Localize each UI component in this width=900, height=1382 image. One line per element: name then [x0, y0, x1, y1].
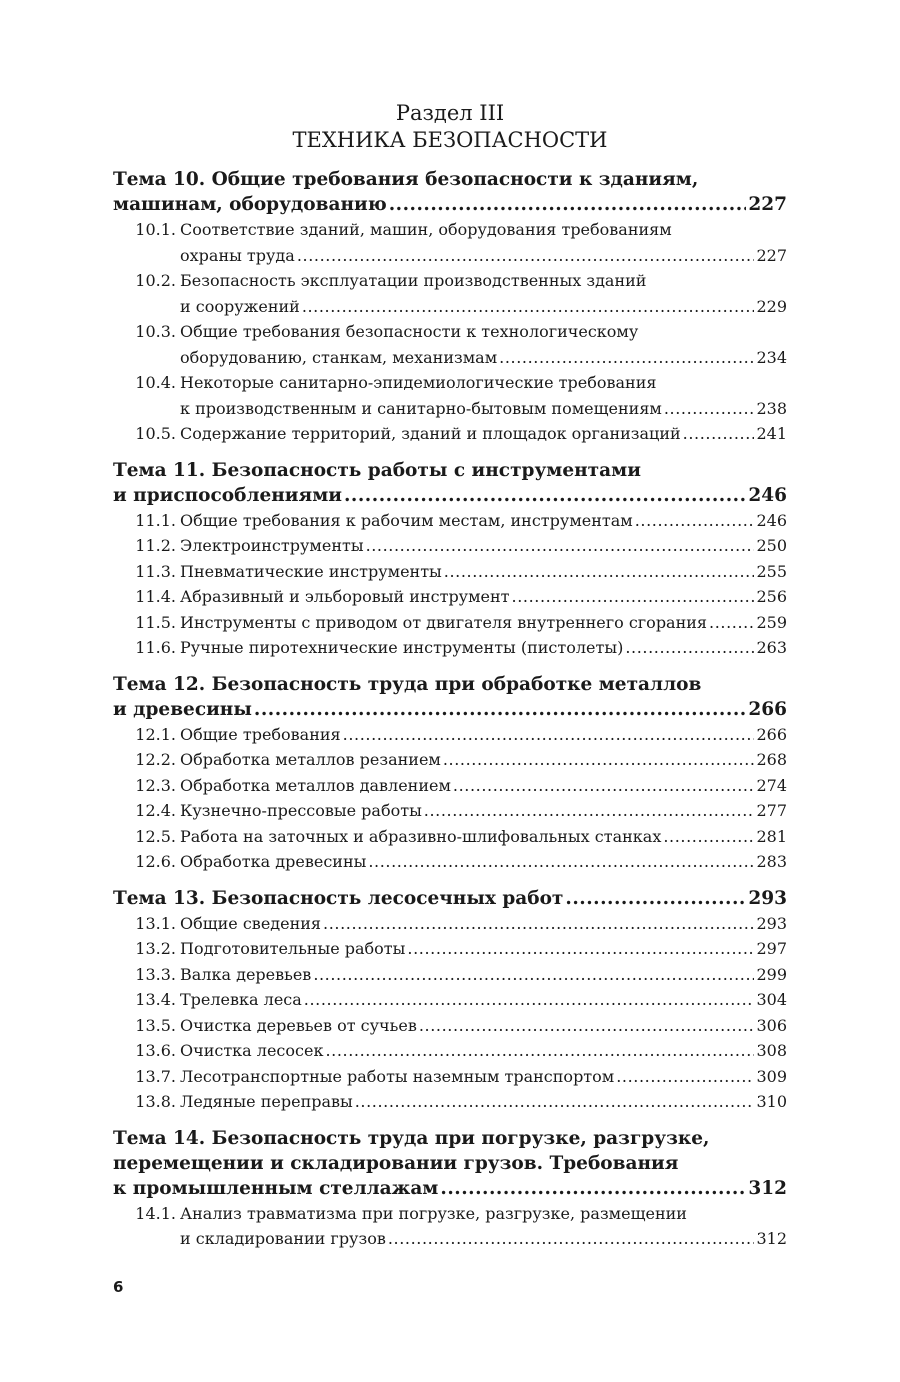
topic-title-line: и древесины: [113, 698, 252, 720]
dot-leader: [323, 911, 754, 937]
entry-number: 13.5.: [135, 1015, 176, 1035]
topic-title: [113, 1126, 787, 1201]
dot-leader: [444, 559, 755, 585]
section-title: ТЕХНИКА БЕЗОПАСНОСТИ: [292, 128, 608, 152]
topic-title-line: перемещении и складировании грузов. Требования: [113, 1152, 679, 1174]
entry-page-number: 299: [756, 964, 787, 984]
entry-number: 10.1.: [135, 220, 176, 239]
entry-page-number: 281: [756, 826, 787, 846]
toc-entry: [113, 533, 787, 559]
toc-entry: [113, 1089, 787, 1115]
dot-leader: [440, 1176, 746, 1201]
entry-title-line: Очистка лесосек: [180, 1041, 324, 1060]
entry-page-number: 312: [756, 1229, 787, 1248]
toc-entry: [113, 987, 787, 1013]
entry-title-line: Соответствие зданий, машин, оборудования требованиям: [180, 220, 672, 239]
dot-leader: [453, 773, 755, 799]
dot-leader: [616, 1064, 754, 1090]
entry-title-line: оборудованию, станкам, механизмам: [180, 347, 498, 367]
dot-leader: [407, 936, 754, 962]
toc-entry: [113, 319, 787, 370]
entry-title-line: и складировании грузов: [180, 1229, 386, 1248]
entry-page-number: 293: [756, 913, 787, 933]
dot-leader: [304, 987, 755, 1013]
toc-entry: [113, 1038, 787, 1064]
entry-number: 13.4.: [135, 990, 176, 1009]
entry-title-line: Валка деревьев: [180, 964, 312, 984]
toc-entry: [113, 635, 787, 661]
dot-leader: [325, 1038, 754, 1064]
entry-page-number: 238: [756, 398, 787, 418]
entry-number: 11.1.: [135, 510, 176, 530]
entry-page-number: 229: [756, 296, 787, 316]
toc-entry: [113, 370, 787, 421]
topic-title-line: к промышленным стеллажам: [113, 1177, 439, 1199]
dot-leader: [625, 635, 754, 661]
entry-page-number: 297: [756, 939, 787, 958]
toc-entry: [113, 911, 787, 937]
entry-number: 12.4.: [135, 801, 176, 820]
toc-entry: [113, 508, 787, 534]
entry-number: 14.1.: [135, 1203, 176, 1223]
topic-title-line: машинам, оборудованию: [113, 194, 387, 215]
toc-entry: [113, 798, 787, 824]
entry-number: 11.3.: [135, 561, 176, 581]
toc-entry: [113, 610, 787, 636]
entry-title-line: Кузнечно-прессовые работы: [180, 801, 422, 820]
dot-leader: [419, 1013, 755, 1039]
entry-number: 12.5.: [135, 826, 176, 846]
dot-leader: [366, 533, 755, 559]
entry-title-line: Абразивный и эльборовый инструмент: [180, 587, 510, 606]
entry-number: 12.2.: [135, 750, 176, 769]
toc-entry: [113, 824, 787, 850]
entry-page-number: 259: [756, 612, 787, 632]
topic-title-line: Тема 12. Безопасность труда при обработке металлов: [113, 673, 702, 695]
entry-page-number: 234: [756, 347, 787, 367]
toc-entry: [113, 773, 787, 799]
entry-page-number: 306: [756, 1015, 787, 1035]
entry-title-line: Обработка древесины: [180, 852, 367, 871]
toc-topic: [113, 886, 787, 1115]
entry-page-number: 309: [756, 1066, 787, 1086]
toc-entry: [113, 962, 787, 988]
entry-title-line: Общие требования: [180, 724, 341, 744]
toc-entry: [113, 421, 787, 447]
entry-title-line: Трелевка леса: [180, 990, 302, 1009]
entry-page-number: 250: [756, 536, 787, 555]
topic-page-number: 266: [748, 698, 787, 720]
dot-leader: [254, 697, 746, 722]
dot-leader: [355, 1089, 755, 1115]
topic-title-line: Тема 10. Общие требования безопасности к зданиям,: [113, 169, 699, 190]
entry-page-number: 274: [756, 775, 787, 795]
dot-leader: [343, 722, 755, 748]
dot-leader: [297, 243, 755, 269]
entry-title-line: Общие требования к рабочим местам, инструментам: [180, 510, 633, 530]
entry-number: 13.7.: [135, 1066, 176, 1086]
dot-leader: [302, 294, 755, 320]
table-of-contents: [113, 100, 787, 1252]
page-number: 6: [113, 1278, 124, 1296]
entry-title-line: Обработка металлов давлением: [180, 775, 451, 795]
entry-title-line: Очистка деревьев от сучьев: [180, 1015, 417, 1035]
entry-number: 11.4.: [135, 587, 176, 606]
entry-title-line: Содержание территорий, зданий и площадок организаций: [180, 424, 681, 443]
toc-entry: [113, 747, 787, 773]
topic-title: [113, 458, 787, 508]
entry-page-number: 241: [756, 424, 787, 443]
toc-entry: [113, 936, 787, 962]
dot-leader: [389, 192, 747, 217]
dot-leader: [512, 584, 755, 610]
entry-page-number: 227: [756, 245, 787, 265]
entry-page-number: 246: [756, 510, 787, 530]
dot-leader: [663, 824, 754, 850]
entry-page-number: 256: [756, 587, 787, 606]
section-label: Раздел III: [395, 101, 505, 125]
entry-number: 10.5.: [135, 424, 176, 443]
toc-entry: [113, 1064, 787, 1090]
entry-page-number: 266: [756, 724, 787, 744]
entry-title-line: Общие сведения: [180, 913, 322, 933]
entry-number: 10.4.: [135, 373, 176, 392]
entry-number: 10.3.: [135, 322, 176, 341]
toc-entry: [113, 849, 787, 875]
toc-entry: [113, 268, 787, 319]
topic-title-line: Тема 11. Безопасность работы с инструментами: [113, 459, 641, 481]
toc-topic: [113, 167, 787, 447]
entry-title-line: Общие требования безопасности к технологическому: [180, 322, 639, 341]
entry-title-line: Лесотранспортные работы наземным транспортом: [180, 1066, 615, 1086]
entry-number: 13.8.: [135, 1092, 176, 1111]
entry-title-line: Обработка металлов резанием: [180, 750, 441, 769]
topics-list: [113, 167, 787, 1252]
entry-title-line: Инструменты с приводом от двигателя внутреннего сгорания: [180, 612, 708, 632]
dot-leader: [388, 1226, 755, 1252]
topic-title-line: Тема 13. Безопасность лесосечных работ: [113, 887, 564, 909]
toc-topic: [113, 672, 787, 875]
entry-title-line: Анализ травматизма при погрузке, разгрузке, размещении: [180, 1203, 687, 1223]
entry-title-line: Некоторые санитарно-эпидемиологические требования: [180, 373, 657, 392]
entry-page-number: 308: [756, 1041, 787, 1060]
toc-entry: [113, 217, 787, 268]
dot-leader: [443, 747, 755, 773]
toc-entry: [113, 722, 787, 748]
entry-number: 12.6.: [135, 852, 176, 871]
entry-number: 10.2.: [135, 271, 176, 290]
dot-leader: [664, 396, 755, 422]
dot-leader: [635, 508, 755, 534]
entry-title-line: Подготовительные работы: [180, 939, 406, 958]
entry-title-line: Пневматические инструменты: [180, 561, 442, 581]
entry-page-number: 268: [756, 750, 787, 769]
entry-title-line: Безопасность эксплуатации производственных зданий: [180, 271, 647, 290]
entry-number: 12.1.: [135, 724, 176, 744]
entry-number: 12.3.: [135, 775, 176, 795]
entry-page-number: 263: [756, 638, 787, 657]
topic-title-line: Тема 14. Безопасность труда при погрузке, разгрузке,: [113, 1127, 710, 1149]
entry-title-line: Ручные пиротехнические инструменты (пистолеты): [180, 638, 624, 657]
entry-page-number: 255: [756, 561, 787, 581]
entry-number: 13.3.: [135, 964, 176, 984]
entry-title-line: охраны труда: [180, 245, 295, 265]
dot-leader: [344, 483, 746, 508]
topic-title: [113, 167, 787, 217]
dot-leader: [683, 421, 755, 447]
entry-page-number: 304: [756, 990, 787, 1009]
entry-title-line: Работа на заточных и абразивно-шлифовальных станках: [180, 826, 662, 846]
entry-number: 11.5.: [135, 612, 176, 632]
dot-leader: [709, 610, 754, 636]
topic-page-number: 227: [748, 194, 787, 215]
toc-entry: [113, 584, 787, 610]
entry-number: 11.6.: [135, 638, 176, 657]
topic-title-line: и приспособлениями: [113, 484, 342, 506]
dot-leader: [424, 798, 755, 824]
entry-title-line: к производственным и санитарно-бытовым помещениям: [180, 398, 662, 418]
toc-topic: [113, 458, 787, 661]
entry-title-line: Ледяные переправы: [180, 1092, 353, 1111]
entry-title-line: и сооружений: [180, 296, 300, 316]
entry-number: 13.2.: [135, 939, 176, 958]
toc-topic: [113, 1126, 787, 1252]
toc-entry: [113, 559, 787, 585]
entry-page-number: 310: [756, 1092, 787, 1111]
dot-leader: [368, 849, 754, 875]
entry-page-number: 277: [756, 801, 787, 820]
toc-entry: [113, 1013, 787, 1039]
entry-number: 11.2.: [135, 536, 176, 555]
topic-page-number: 246: [748, 484, 787, 506]
entry-number: 13.1.: [135, 913, 176, 933]
topic-title: [113, 672, 787, 722]
dot-leader: [565, 886, 746, 911]
entry-page-number: 283: [756, 852, 787, 871]
topic-page-number: 293: [748, 887, 787, 909]
dot-leader: [313, 962, 754, 988]
topic-title: [113, 886, 787, 911]
dot-leader: [499, 345, 754, 371]
toc-entry: [113, 1201, 787, 1252]
entry-title-line: Электроинструменты: [180, 536, 364, 555]
entry-number: 13.6.: [135, 1041, 176, 1060]
topic-page-number: 312: [748, 1177, 787, 1199]
